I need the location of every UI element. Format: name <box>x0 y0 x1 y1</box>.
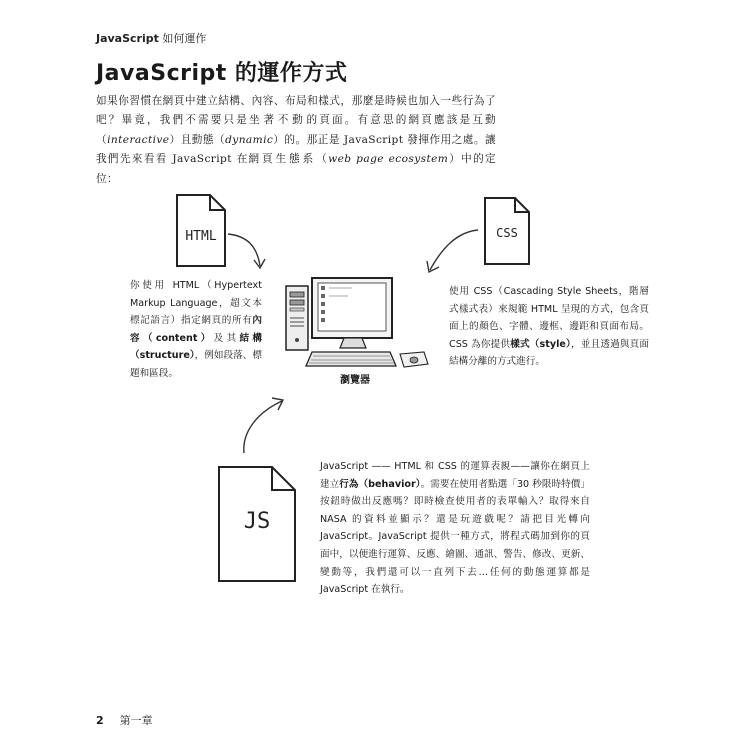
chapter-label: 第一章 <box>119 714 153 727</box>
css-description: 使用 CSS（Cascading Style Sheets，階層式樣式表）來規範 HTML 呈現的方式，包含頁面上的顏色、字體、邊框、邊距和頁面布局。CSS 為你提供樣式（style），並且透過與頁面結構分離的方式進行。 <box>449 286 650 368</box>
html-file-label: HTML <box>185 229 217 244</box>
arrow-html-to-browser-icon <box>225 230 275 275</box>
page-footer <box>96 712 153 728</box>
page-title: JavaScript 的運作方式 <box>96 61 348 86</box>
page-number: 2 <box>96 714 104 727</box>
css-file-icon <box>483 196 531 266</box>
css-file-label: CSS <box>496 226 518 240</box>
javascript-description: JavaScript —— HTML 和 CSS 的運算表親——讓你在網頁上建立行為（behavior）。需要在使用者點選「30 秒限時特價」按鈕時做出反應嗎？即時檢查使用者的表單輸入？取得來自 NASA 的資料並顯示？還是玩遊戲呢？請把目光轉向 JavaScript。JavaScript 提供一種方式，將程式碼加到你的頁面中，以便進行運算、反應、繪圖、通訊、警告、修改、更新、變動等，我們還可以一直列下去…任何的動態運算都是 JavaScript 在執行。 <box>320 461 591 596</box>
html-description: 你使用 HTML（Hypertext Markup Language，超文本標記語言）指定網頁的所有內容（content）及其結構（structure），例如段落、標題和區段。 <box>130 280 263 379</box>
html-file-icon <box>175 193 227 268</box>
browser-label: 瀏覽器 <box>340 375 370 386</box>
js-file-icon <box>217 465 297 583</box>
intro-paragraph: 如果你習慣在網頁中建立結構、內容、布局和樣式，那麼是時候也加入一些行為了吧？畢竟，我們不需要只是坐著不動的頁面。有意思的網頁應該是互動（interactive）且動態（dynamic）的。那正是 JavaScript 發揮作用之處。讓我們先來看看 JavaScript 在網頁生態系（web page ecosystem）中的定位： <box>96 95 497 185</box>
arrow-css-to-browser-icon <box>412 226 482 278</box>
running-header: JavaScript 如何運作 <box>96 32 207 45</box>
js-file-label: JS <box>243 509 271 534</box>
desktop-computer-icon <box>282 272 432 370</box>
arrow-js-to-browser-icon <box>230 393 290 457</box>
